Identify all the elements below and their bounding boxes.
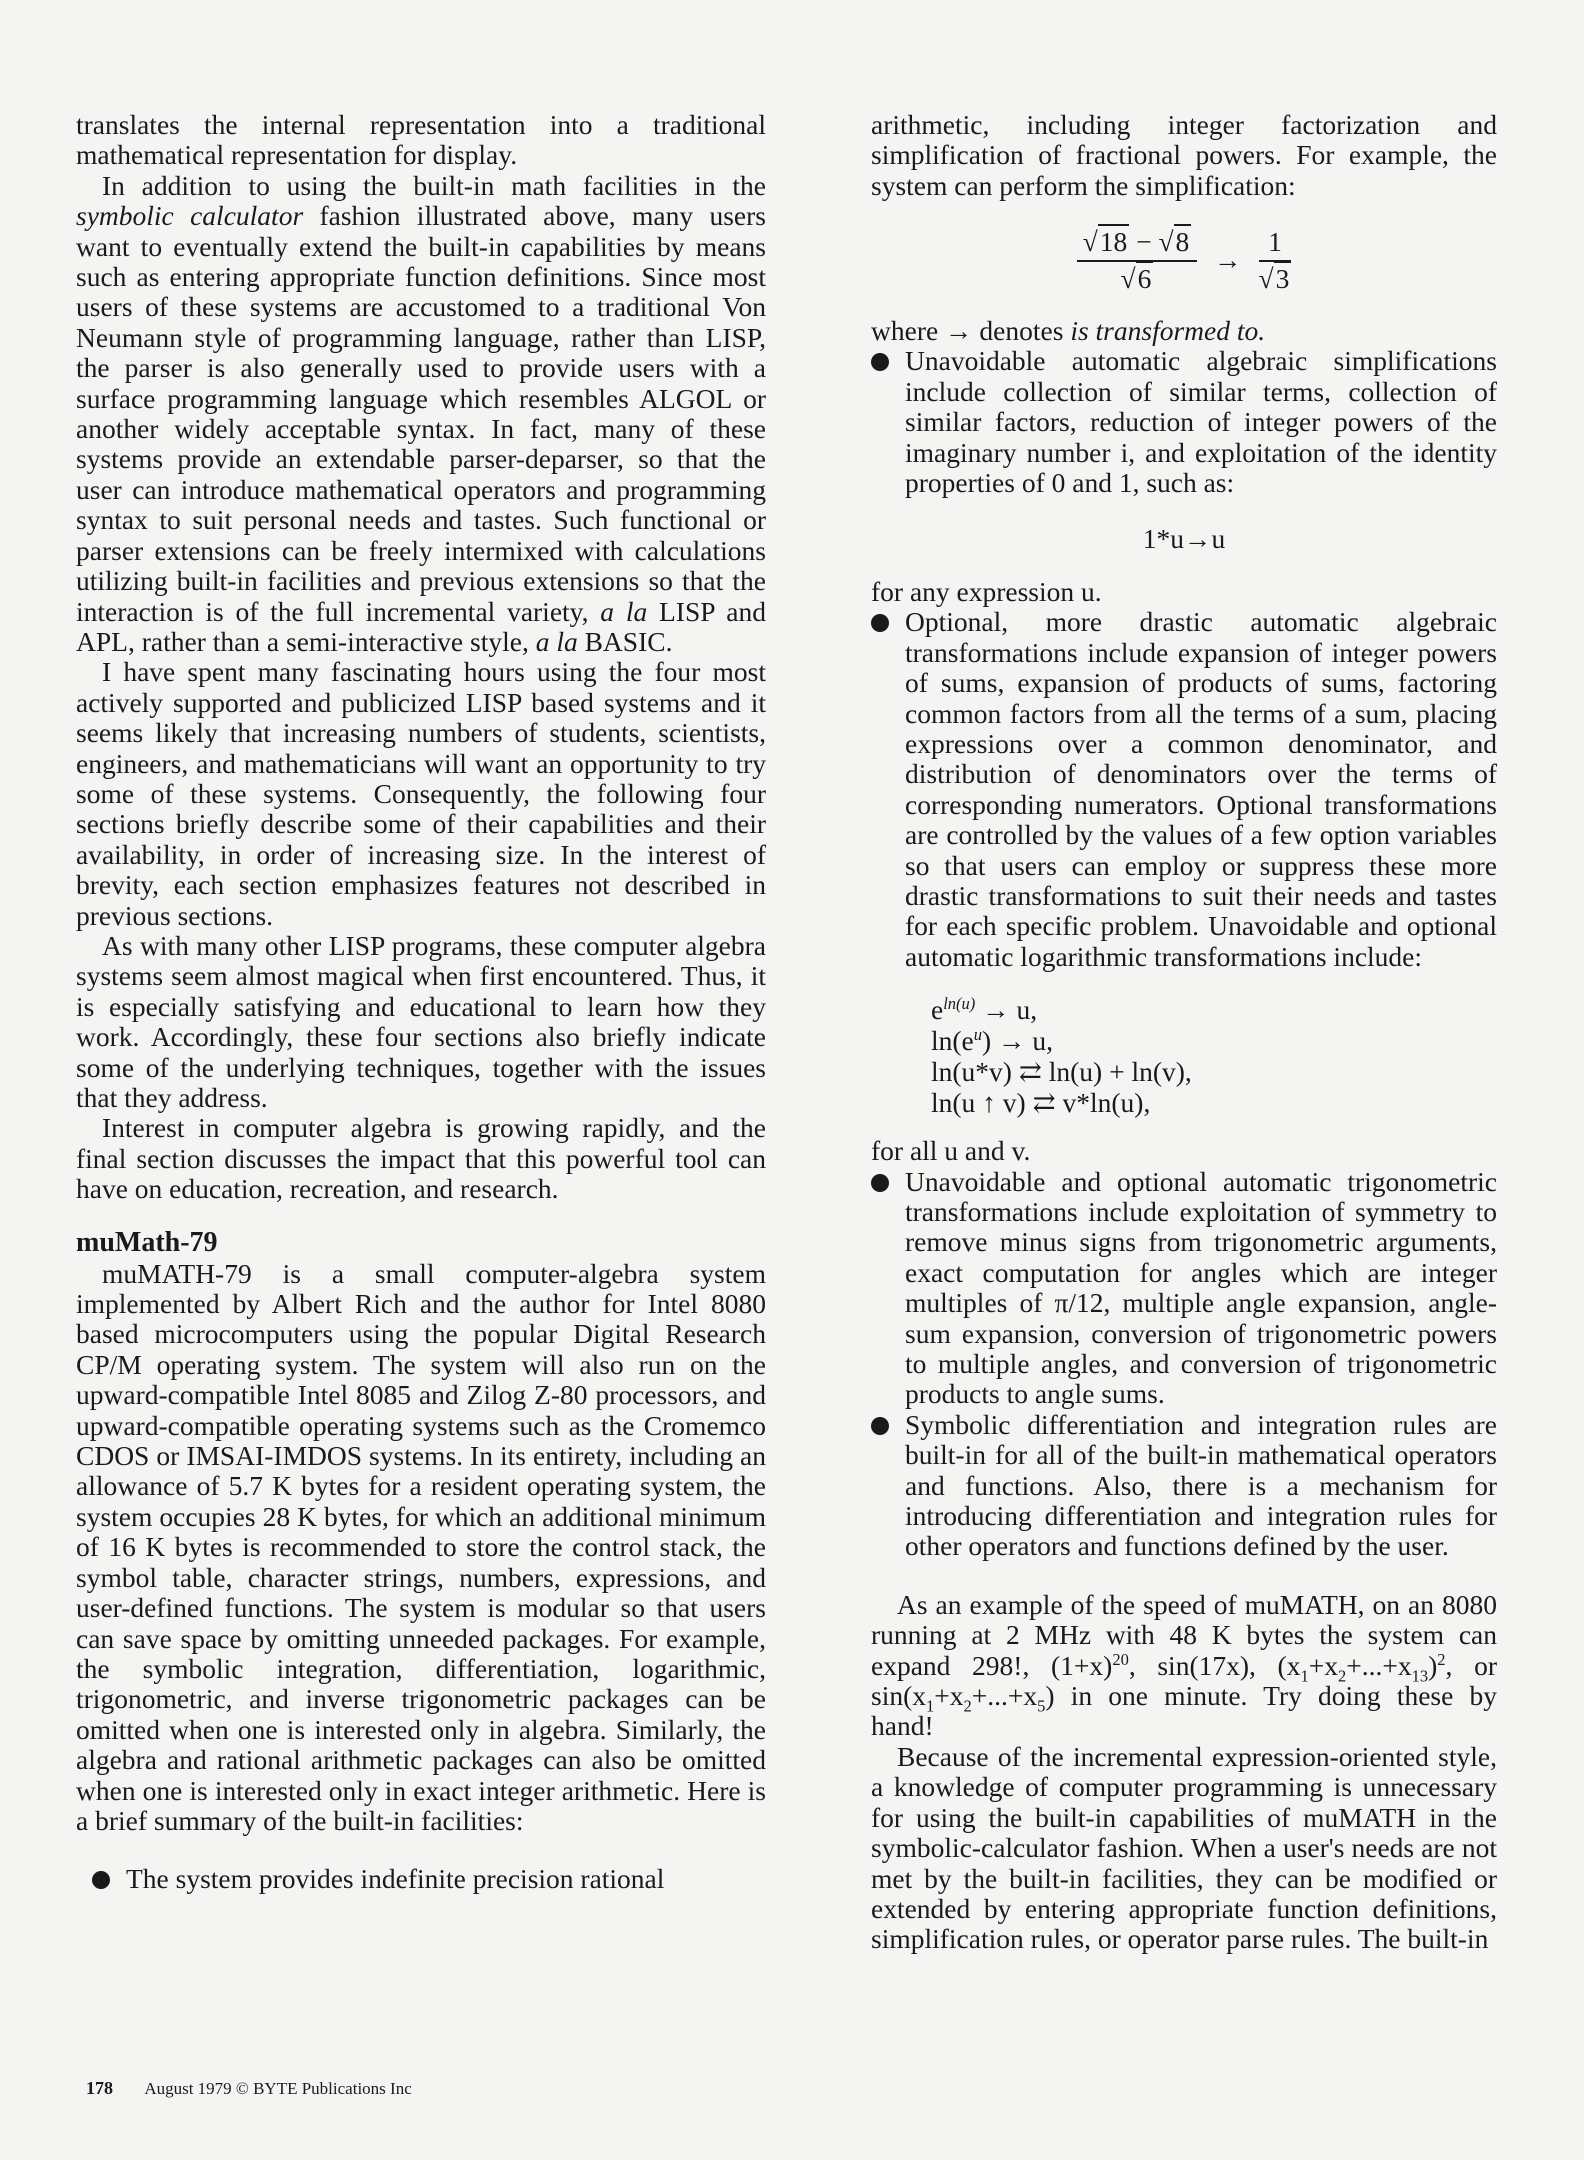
- bullet-item: The system provides indefinite precision rational: [92, 1864, 766, 1894]
- paragraph-incremental-style: Because of the incremental expression-oriented style, a knowledge of computer programming is unnecessary for using the built-in capabilities of muMATH in the symbolic-calculator fashion. When a user's needs are not met by the built-in facilities, they can be modified or extended by entering appropriate function definitions, simplification rules, or operator parse rules. The built-in: [871, 1740, 1497, 1955]
- section-heading: muMath-79: [76, 1226, 218, 1258]
- log-rule: ln(u ↑ v) ⇄ v*ln(u),: [931, 1087, 1151, 1119]
- footer-credit: August 1979 © BYTE Publications Inc: [144, 2079, 412, 2098]
- formula-identity: 1*u→u: [1142, 523, 1226, 555]
- paragraph-interest: Interest in computer algebra is growing rapidly, and the final section discusses the impact that this powerful tool can have on education, recreation, and research.: [76, 1112, 766, 1205]
- paragraph-arithmetic: arithmetic, including integer factorization and simplification of fractional powers. For example, the system can perform the simplification:: [871, 109, 1497, 201]
- bullet-item: Unavoidable automatic algebraic simplifications include collection of similar terms, collection of similar factors, reduction of integer powers of the imaginary number i, and exploitation of the identity properties of 0 and 1, such as:: [871, 346, 1497, 498]
- bullet-icon: [871, 614, 889, 632]
- bullet-item: Optional, more drastic automatic algebraic transformations include expansion of integer powers of sums, expansion of products of sums, factoring common factors from all the terms of a sum, placing expressions over a common denominator, and distribution of denominators over the terms of corresponding numerators. Optional transformations are controlled by the values of a few option variables so that users can employ or suppress these more drastic transformations to suit their needs and tastes for each specific problem. Unavoidable and optional automatic logarithmic transformations include:: [871, 607, 1497, 972]
- page-number: 178: [86, 2078, 113, 2098]
- paragraph-all-u-v: for all u and v.: [871, 1135, 1031, 1167]
- paragraph-where: where → denotes is transformed to.: [871, 315, 1266, 347]
- paragraph-any-expression: for any expression u.: [871, 575, 1102, 607]
- bullet-icon: [871, 353, 889, 371]
- formula-log-rules: [931, 994, 1497, 1118]
- bullet-item: Unavoidable and optional automatic trigonometric transformations include exploitation of symmetry to remove minus signs from trigonometric arguments, exact computation for angles which are integer multiples of π/12, multiple angle expansion, angle-sum expansion, conversion of trigonometric powers to multiple angles, and conversion of trigonometric products to angle sums.: [871, 1167, 1497, 1410]
- fraction-lhs: $\frac{√18 - √8}{√6}$: [1077, 227, 1198, 294]
- paragraph-symbolic-calculator: In addition to using the built-in math facilities in the symbolic calculator fashion illustrated above, many users want to eventually extend the built-in capabilities by means such as entering appropriate function definitions. Since most users of these systems are accustomed to a traditional Von Neumann style of programming language, rather than LISP, the parser is also generally used to provide users with a surface programming language which resembles ALGOL or another widely acceptable syntax. In fact, many of these systems provide an extendable parser-deparser, so that the user can introduce mathematical operators and programming syntax to suit personal needs and tastes. Such functional or parser extensions can be freely intermixed with calculations utilizing built-in facilities and previous extensions so that the interaction is of the full incremental variety, a la LISP and APL, rather than a semi-interactive style, a la BASIC.: [76, 169, 767, 657]
- page-footer: [86, 2078, 412, 2099]
- paragraph-continuation: translates the internal representation into a traditional mathematical representation for display.: [76, 109, 766, 171]
- paragraph-fascinating-hours: I have spent many fascinating hours using the four most actively supported and publicized LISP based systems and it seems likely that increasing numbers of students, scientists, engineers, and mathematicians will want an opportunity to try some of these systems. Consequently, the following four sections briefly describe some of their capabilities and their availability, in order of increasing size. In the interest of brevity, each section emphasizes features not described in previous sections.: [76, 656, 766, 931]
- paragraph-mumath-description: muMATH-79 is a small computer-algebra system implemented by Albert Rich and the author for Intel 8080 based microcomputers using the popular Digital Research CP/M operating system. The system will also run on the upward-compatible Intel 8085 and Zilog Z-80 processors, and upward-compatible operating systems such as the Cromemco CDOS or IMSAI-IMDOS systems. In its entirety, including an allowance of 5.7 K bytes for a resident operating system, the system occupies 28 K bytes, for which an additional minimum of 16 K bytes is recommended to store the control stack, the symbol table, character strings, numbers, expressions, and user-defined functions. The system is modular so that users can save space by omitting unneeded packages. For example, the symbolic integration, differentiation, logarithmic, trigonometric, and inverse trigonometric packages can be omitted when one is interested only in algebra. Similarly, the algebra and rational arithmetic packages can also be omitted when one is interested only in exact integer arithmetic. Here is a brief summary of the built-in facilities:: [76, 1257, 766, 1836]
- paragraph-magical: As with many other LISP programs, these computer algebra systems seem almost magical when first encountered. Thus, it is especially satisfying and educational to learn how they work. Accordingly, these four sections also briefly indicate some of the underlying techniques, together with the issues that they address.: [76, 929, 766, 1113]
- formula-sqrt-simplification: [871, 227, 1497, 294]
- log-rule: $\ln(e^u) \to u$,: [931, 1025, 1054, 1057]
- log-rule: $e^{ln(u)} \to u$,: [931, 994, 1038, 1026]
- arrow-icon: →: [1214, 244, 1242, 276]
- paragraph-speed-example: As an example of the speed of muMATH, on an 8080 running at 2 MHz with 48 K bytes the system can expand 298!, $(1+x)^{20}$, sin(17x), $(x_1+x_2+...+x_{13})^2$, or $\sin(x_1+x_2+...+x_5)$ in one minute. Try doing these by hand!: [871, 1588, 1497, 1742]
- left-column: [76, 110, 766, 1895]
- bullet-icon: [92, 1871, 110, 1889]
- bullet-item: Symbolic differentiation and integration rules are built-in for all of the built-in mathematical operators and functions. Also, there is a mechanism for introducing differentiation and integration rules for other operators and functions defined by the user.: [871, 1410, 1497, 1562]
- bullet-icon: [871, 1174, 889, 1192]
- fraction-rhs: $\frac{1}{√3}$: [1258, 226, 1290, 294]
- bullet-icon: [871, 1417, 889, 1435]
- right-column: [871, 110, 1497, 1955]
- log-rule: ln(u*v) ⇄ ln(u) + ln(v),: [931, 1056, 1192, 1088]
